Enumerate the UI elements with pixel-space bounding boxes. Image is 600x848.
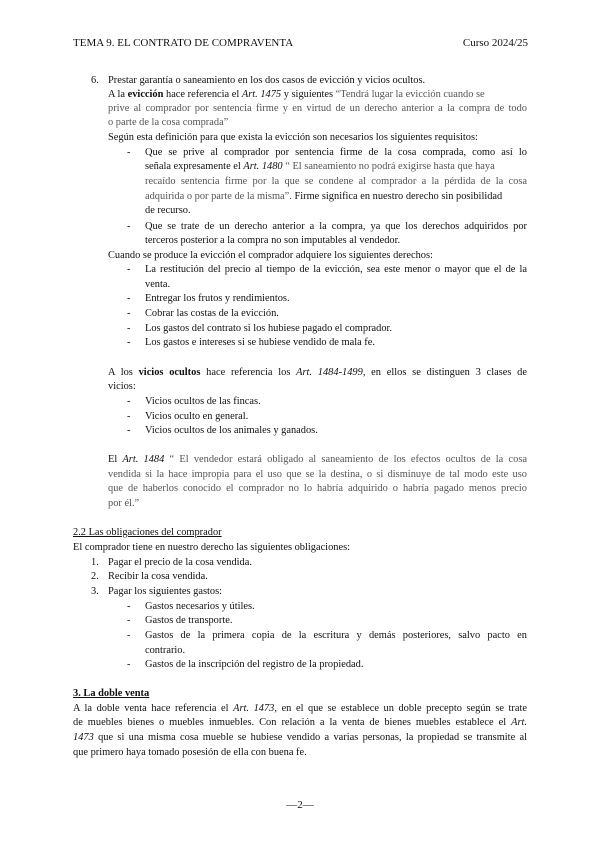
vice-item: Vicios ocultos de los animales y ganados. (145, 425, 318, 436)
list-dash: - (127, 425, 131, 436)
requirement-text: Que se prive al comprador por sentencia firme de la cosa comprada, como así lo (145, 147, 527, 158)
list-dash: - (127, 411, 131, 422)
article-1484-quote: vendida si la hace impropia para el uso que se la destina, o si disminuye de tal modo este uso (108, 469, 527, 480)
list-dash: - (127, 323, 131, 334)
right-item: Los gastos del contrato si los hubiese pagado el comprador. (145, 323, 393, 334)
double-sale-paragraph: que primero haya tomado posesión de ella con buena fe. (73, 747, 307, 758)
requirement-quote: recaído sentencia firme por la que se condene al comprador a la pérdida de la cosa (145, 176, 527, 187)
list-dash: - (127, 221, 131, 232)
expense-item: Gastos de la inscripción del registro de la propiedad. (145, 659, 364, 670)
obligation-number: 3. (91, 586, 99, 597)
requirements-intro: Según esta definición para que exista la evicción son necesarios los siguientes requisitos: (108, 132, 478, 143)
double-sale-paragraph: A la doble venta hace referencia el Art. 1473, en el que se establece un doble precepto según se trate (73, 703, 528, 714)
right-item: venta. (145, 279, 171, 290)
obligation-item: Pagar los siguientes gastos: (108, 586, 222, 597)
section-intro: El comprador tiene en nuestro derecho las siguientes obligaciones: (73, 542, 350, 553)
obligation-item: Recibir la cosa vendida. (108, 571, 208, 582)
right-item: Entregar los frutos y rendimientos. (145, 293, 290, 304)
section-heading: 2.2 Las obligaciones del comprador (73, 527, 222, 538)
item-title: Prestar garantía o saneamiento en los dos casos de evicción y vicios ocultos. (108, 75, 426, 86)
section-heading: 3. La doble venta (73, 688, 150, 699)
requirement-text: Que se trate de un derecho anterior a la compra, ya que los derechos adquiridos por (145, 221, 527, 232)
obligation-item: Pagar el precio de la cosa vendida. (108, 557, 252, 568)
requirement-text: señala expresamente el Art. 1480 “ El saneamiento no podrá exigirse hasta que haya (145, 161, 495, 172)
rights-intro: Cuando se produce la evicción el comprador adquiere los siguientes derechos: (108, 250, 433, 261)
hidden-defects-intro: A los vicios ocultos hace referencia los Art. 1484-1499, en ellos se distinguen 3 clases de (108, 367, 527, 378)
expense-item: contrario. (145, 645, 186, 656)
header-course: Curso 2024/25 (462, 37, 528, 49)
header-title: TEMA 9. EL CONTRATO DE COMPRAVENTA (73, 37, 294, 49)
article-1484-quote: que de haberlos conocido el comprador no lo habría adquirido o habría pagado menos precio (108, 483, 527, 494)
double-sale-paragraph: de muebles bienes o muebles inmuebles. Con relación a la venta de bienes muebles establece el Art. (73, 717, 527, 728)
list-dash: - (127, 659, 131, 670)
list-dash: - (127, 337, 131, 348)
list-dash: - (127, 264, 131, 275)
right-item: Cobrar las costas de la evicción. (145, 308, 279, 319)
vice-item: Vicios ocultos de las fincas. (145, 396, 261, 407)
page-number: —2— (286, 799, 314, 811)
list-dash: - (127, 293, 131, 304)
expense-item: Gastos necesarios y útiles. (145, 601, 255, 612)
article-1484-quote: por él.” (108, 498, 140, 509)
right-item: La restitución del precio al tiempo de la evicción, sea este menor o mayor que el de la (145, 264, 527, 275)
eviction-intro: A la evicción hace referencia el Art. 1475 y siguientes “Tendrá lugar la evicción cuando se (108, 89, 485, 100)
eviction-quote-line: prive al comprador por sentencia firme y en virtud de un derecho anterior a la compra de todo (108, 103, 527, 114)
obligation-number: 1. (91, 557, 99, 568)
requirement-text: de recurso. (145, 205, 191, 216)
right-item: Los gastos e intereses si se hubiese vendido de mala fe. (145, 337, 375, 348)
expense-item: Gastos de la primera copia de la escritura y demás posteriores, salvo pacto en (145, 630, 527, 641)
list-dash: - (127, 308, 131, 319)
hidden-defects-intro: vicios: (108, 381, 136, 392)
vice-item: Vicios oculto en general. (145, 411, 249, 422)
expense-item: Gastos de transporte. (145, 615, 233, 626)
requirement-text: terceros posterior a la compra no son imputables al vendedor. (145, 235, 401, 246)
list-dash: - (127, 601, 131, 612)
double-sale-paragraph: 1473 que si una misma cosa mueble se hubiese vendido a varias personas, la propiedad se transmite al (73, 732, 527, 743)
article-1484-quote: El Art. 1484 “ El vendedor estará obligado al saneamiento de los efectos ocultos de la cosa (108, 454, 527, 465)
requirement-text: adquirida o por parte de la misma”. Firme significa en nuestro derecho sin posibilidad (145, 191, 503, 202)
eviction-quote-line: o parte de la cosa comprada” (108, 117, 229, 128)
item-number: 6. (91, 75, 99, 86)
list-dash: - (127, 630, 131, 641)
list-dash: - (127, 615, 131, 626)
list-dash: - (127, 147, 131, 158)
list-dash: - (127, 396, 131, 407)
obligation-number: 2. (91, 571, 99, 582)
